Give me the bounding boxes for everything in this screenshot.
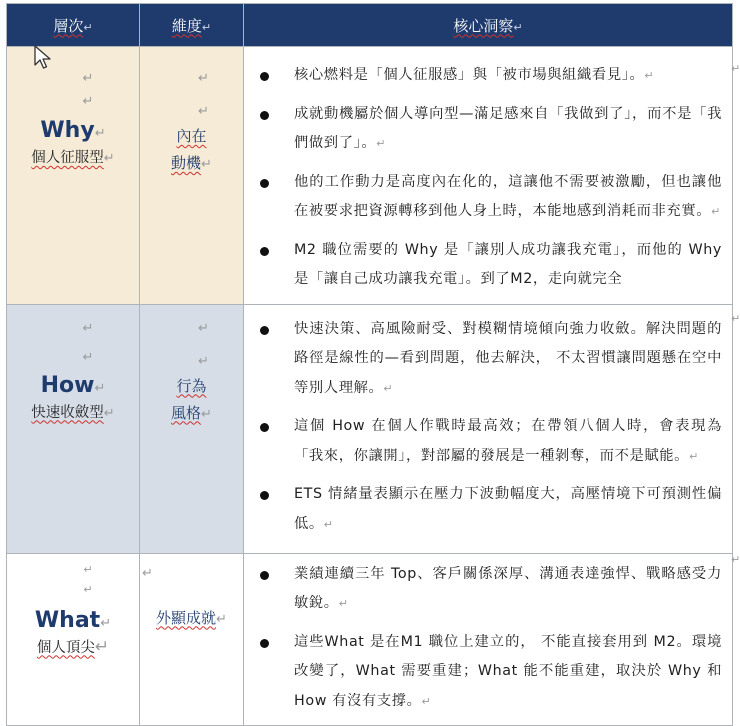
list-item: 成就動機屬於個人導向型—滿足感來自「我做到了」，而不是「我們做到了」。↵ xyxy=(256,100,722,159)
insight-table xyxy=(6,3,733,726)
header-level[interactable]: 層次↵ xyxy=(7,4,140,47)
dimension-cell-why[interactable]: ↵ ↵ 內在 動機↵ xyxy=(140,47,244,305)
bullet-icon xyxy=(260,72,269,81)
bullet-icon xyxy=(260,179,269,188)
bullet-icon xyxy=(260,571,269,580)
list-item: 業績連續三年 Top、客戶關係深厚、溝通表達強悍、戰略感受力敏銳。↵ xyxy=(256,560,722,619)
insight-cell-how[interactable] xyxy=(244,304,733,553)
list-item: 核心燃料是「個人征服感」與「被市場與組織看見」。↵ xyxy=(256,61,722,91)
bullet-icon xyxy=(260,247,269,256)
mouse-pointer-icon xyxy=(34,45,52,71)
header-dimension[interactable]: 維度↵ xyxy=(140,4,244,47)
level-cell-how[interactable]: ↵ ↵ How↵ 快速收斂型↵ xyxy=(7,304,140,553)
bullet-icon xyxy=(260,423,269,432)
list-item: 快速決策、高風險耐受、對模糊情境傾向強力收斂。解決問題的路徑是線性的—看到問題，他去解決， 不太習慣讓問題懸在空中等別人理解。↵ xyxy=(256,315,722,404)
bullet-icon xyxy=(260,639,269,648)
level-cell-why[interactable]: ↵ ↵ Why↵ 個人征服型↵ xyxy=(7,47,140,305)
bullet-icon xyxy=(260,326,269,335)
list-item: 這個 How 在個人作戰時最高效；在帶領八個人時，會表現為「我來，你讓開」，對部屬的發展是一種剝奪，而不是賦能。↵ xyxy=(256,412,722,471)
insight-cell-what[interactable] xyxy=(244,553,733,726)
dimension-cell-how[interactable]: ↵ ↵ 行為 風格↵ xyxy=(140,304,244,553)
list-item: 他的工作動力是高度內在化的，這讓他不需要被激勵，但也讓他在被要求把資源轉移到他人身上時，本能地感到消耗而非充實。↵ xyxy=(256,168,722,227)
level-title: Why xyxy=(40,118,95,143)
list-item: ETS 情緒量表顯示在壓力下波動幅度大，高壓情境下可預測性偏低。↵ xyxy=(256,480,722,539)
level-title: What xyxy=(34,607,101,633)
level-subtitle: 個人頂尖 xyxy=(36,639,95,656)
row-end-mark: ↵ xyxy=(731,553,740,566)
bullet-icon xyxy=(260,491,269,500)
level-cell-what[interactable]: ↵ ↵ What↵ 個人頂尖↵ xyxy=(7,553,140,726)
header-insight[interactable]: 核心洞察↵ xyxy=(244,4,733,47)
list-item: 這些What 是在M1 職位上建立的， 不能直接套用到 M2。環境改變了，What 需要重建；What 能不能重建，取決於 Why 和 How 有沒有支撐。↵ xyxy=(256,628,722,717)
header-row xyxy=(7,4,733,47)
insight-cell-why[interactable] xyxy=(244,47,733,305)
row-how xyxy=(7,304,733,553)
level-subtitle: 快速收斂型 xyxy=(31,404,104,421)
dimension-cell-what[interactable]: ↵ 外顯成就↵ xyxy=(140,553,244,726)
row-end-mark: ↵ xyxy=(731,312,740,325)
level-title: How xyxy=(40,372,95,398)
row-what xyxy=(7,553,733,726)
row-end-mark: ↵ xyxy=(731,62,740,75)
list-item: M2 職位需要的 Why 是「讓別人成功讓我充電」，而他的 Why 是「讓自己成功讓我充電」。到了M2，走向就完全 xyxy=(256,236,722,295)
row-why xyxy=(7,47,733,305)
bullet-icon xyxy=(260,111,269,120)
level-subtitle: 個人征服型 xyxy=(31,150,104,166)
